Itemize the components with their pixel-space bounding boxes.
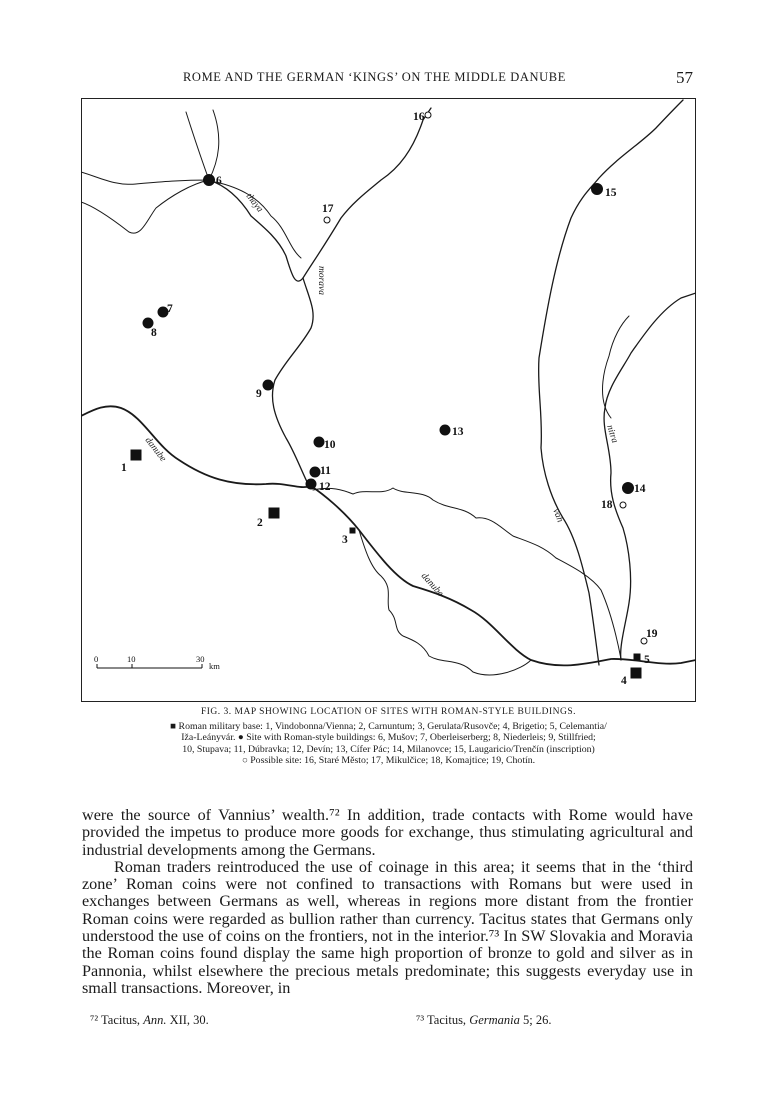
site-marker-10 (314, 437, 324, 447)
site-label-18: 18 (601, 499, 613, 511)
river-west-branch (216, 182, 301, 258)
site-marker-6 (204, 175, 215, 186)
caption-legend-line-3: 10, Stupava; 11, Dúbravka; 12, Devín; 13, Cífer Pác; 14, Milanovce; 15, Laugaricio/Trenčín (inscription) (182, 743, 595, 755)
site-label-8: 8 (151, 327, 157, 339)
footnote-73-work: Germania (469, 1013, 520, 1027)
river-thaya-headwaters (81, 110, 219, 233)
footnote-72-reference: XII, 30. (169, 1013, 209, 1027)
running-head: ROME AND THE GERMAN ‘KINGS’ ON THE MIDDLE DANUBE (183, 70, 566, 84)
site-marker-15 (592, 184, 603, 195)
site-marker-18 (620, 502, 626, 508)
site-marker-17 (324, 217, 330, 223)
footnote-72-number: ⁷² (90, 1013, 99, 1027)
site-map-figure (81, 98, 696, 702)
site-label-5: 5 (644, 654, 650, 666)
site-marker-3 (350, 528, 355, 533)
site-label-16: 16 (413, 111, 425, 123)
scale-bar (94, 654, 220, 671)
site-label-9: 9 (256, 388, 262, 400)
site-label-12: 12 (319, 481, 331, 493)
site-marker-13 (440, 425, 450, 435)
paragraph-1: were the source of Vannius’ wealth.⁷² In addition, trade contacts with Rome would have provided the impetus to produce more goods for exchange, thus stimulating agricultural and industrial developments among the Germans. (82, 806, 693, 859)
footnote-72-author: Tacitus, (101, 1013, 141, 1027)
footnote-72-work: Ann. (143, 1013, 167, 1027)
site-marker-16 (425, 112, 431, 118)
river-nitra (604, 293, 696, 660)
site-label-1: 1 (121, 462, 127, 474)
figure-caption (81, 707, 696, 766)
label-thaya: thaya (243, 191, 265, 215)
scale-tick-10: 10 (127, 654, 136, 664)
site-label-14: 14 (634, 483, 646, 495)
site-marker-11 (310, 467, 320, 477)
river-danube (81, 406, 696, 665)
label-danube-lower: danube (418, 571, 445, 599)
site-marker-2 (269, 508, 279, 518)
caption-legend-line-4: ○ Possible site: 16, Staré Město; 17, Mikulčice; 18, Komajtice; 19, Chotín. (241, 754, 536, 766)
river-network (81, 100, 696, 675)
label-nitra: nitra (604, 423, 620, 445)
footnote-72 (90, 1013, 209, 1028)
footnote-73-author: Tacitus, (427, 1013, 467, 1027)
site-marker-4 (631, 668, 641, 678)
site-marker-9 (263, 380, 273, 390)
river-thaya (209, 180, 303, 281)
label-morava: morava (316, 266, 326, 296)
site-label-6: 6 (216, 175, 222, 187)
page-number: 57 (676, 68, 693, 87)
site-label-3: 3 (342, 534, 348, 546)
river-little-danube (313, 488, 621, 659)
site-marker-14 (623, 483, 634, 494)
caption-legend-line-1: ■ Roman military base: 1, Vindobonna/Vienna; 2, Carnuntum; 3, Gerulata/Rusovče; 4, Brigetio; 5, Celemantia/ (170, 721, 607, 733)
caption-legend-line-2: Iža-Leányvár. ● Site with Roman-style buildings: 6, Mušov; 7, Oberleiserberg; 8, Niederleis; 9, Stillfried; (181, 732, 596, 744)
map-svg (81, 98, 696, 702)
site-label-19: 19 (646, 628, 658, 640)
label-vah: vah (550, 507, 565, 524)
site-label-4: 4 (621, 675, 627, 687)
river-danube-arm (359, 530, 531, 675)
body-text (82, 807, 693, 997)
site-markers (131, 112, 647, 678)
footnote-73 (416, 1013, 552, 1028)
site-marker-5 (634, 654, 640, 660)
site-label-7: 7 (167, 303, 173, 315)
site-marker-1 (131, 450, 141, 460)
site-label-15: 15 (605, 187, 617, 199)
site-marker-12 (306, 479, 316, 489)
label-danube-upper: danube (142, 435, 168, 464)
caption-title: FIG. 3. MAP SHOWING LOCATION OF SITES WITH ROMAN-STYLE BUILDINGS. (200, 707, 577, 717)
river-vah (539, 100, 683, 665)
scale-tick-0: 0 (94, 654, 99, 664)
site-label-2: 2 (257, 517, 263, 529)
site-label-10: 10 (324, 439, 336, 451)
footnote-73-reference: 5; 26. (523, 1013, 552, 1027)
scale-tick-30: 30 (196, 654, 205, 664)
site-label-11: 11 (320, 465, 331, 477)
site-label-17: 17 (322, 203, 334, 215)
paragraph-2: Roman traders reintroduced the use of coinage in this area; it seems that in the ‘third zone’ Roman coins were not confined to transactions with Romans but were used in exchanges between Germans as well, whereas in regions more distant from the frontier Roman coins were regarded as bullion rather than currency. Tacitus states that Germans only understood the use of coins on the frontiers, not in the interior.⁷³ In SW Slovakia and Moravia the Roman coins found display the same high proportion of bronze to gold and silver as in Pannonia, whilst elsewhere the precious metals predominate; this suggests everyday use in small transactions. Moreover, in (82, 857, 693, 997)
footnote-73-number: ⁷³ (416, 1013, 425, 1027)
site-label-13: 13 (452, 426, 464, 438)
scale-unit: km (209, 661, 220, 671)
river-morava (272, 108, 431, 486)
